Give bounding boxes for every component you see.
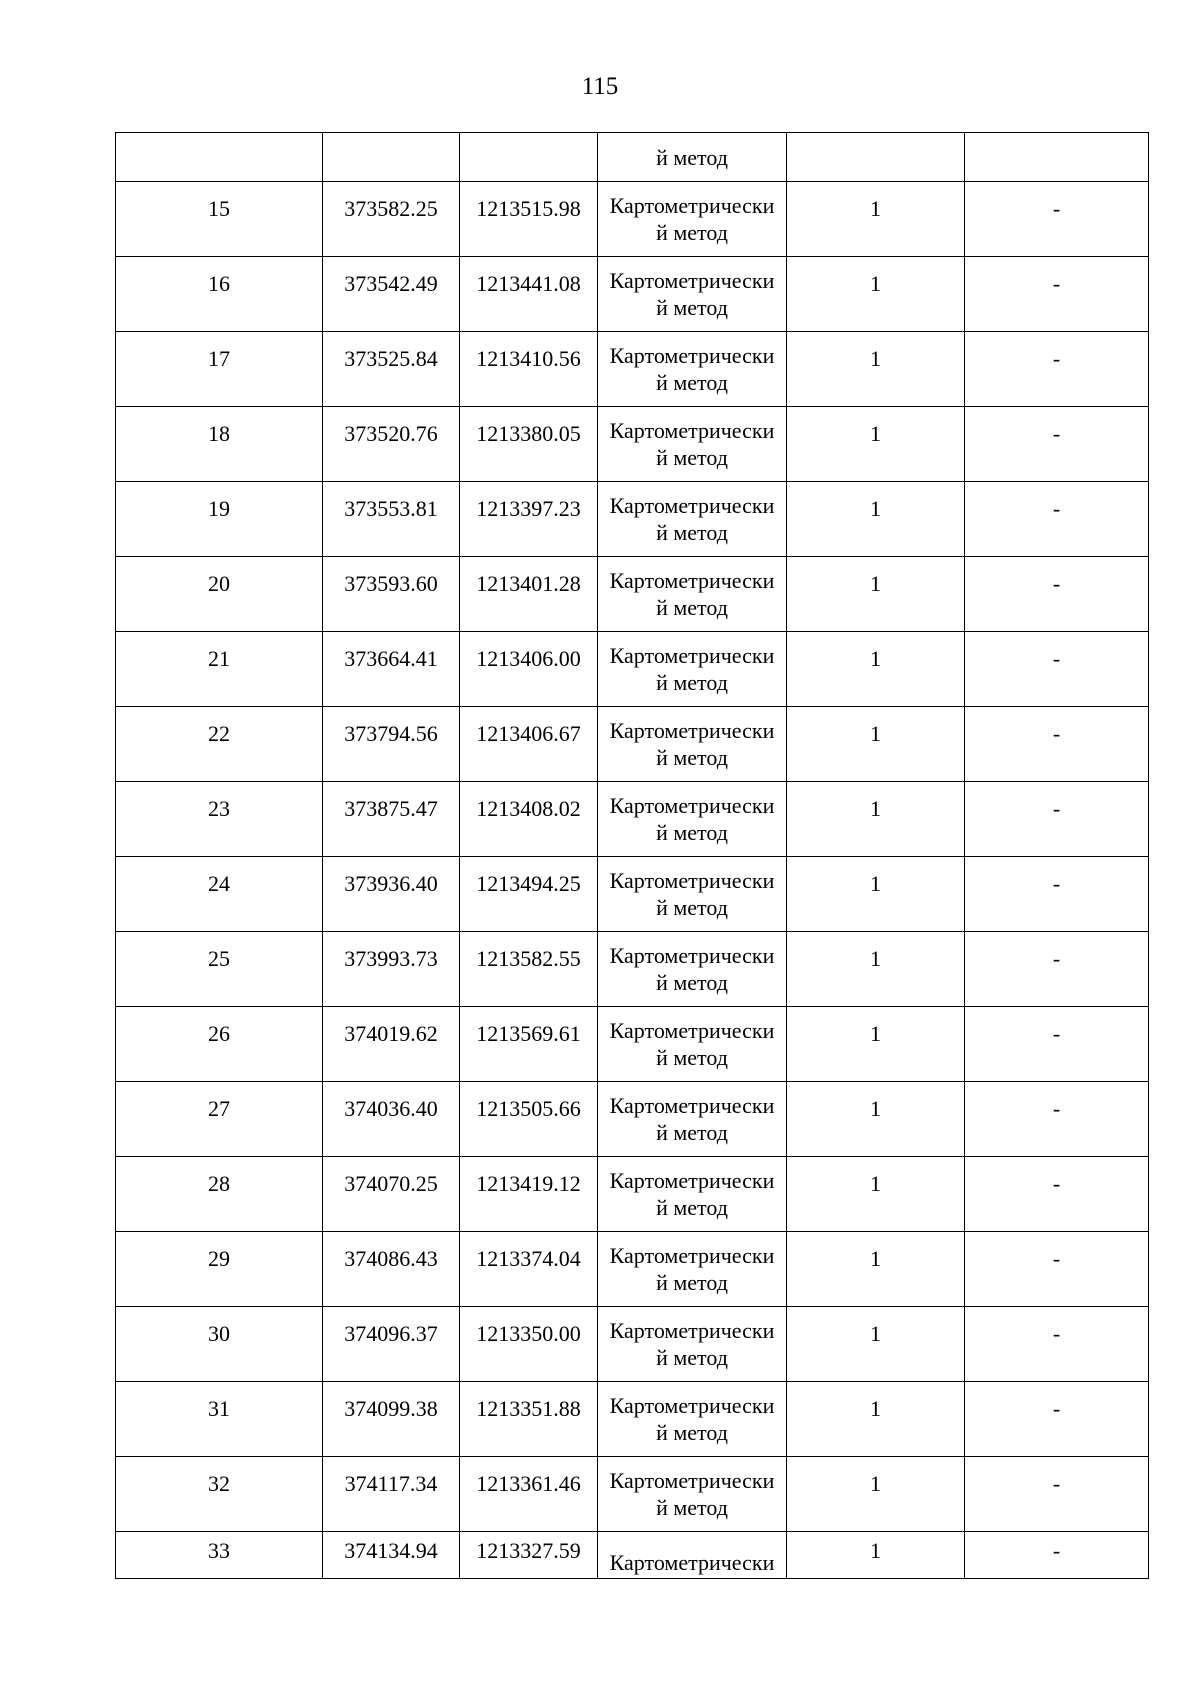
accuracy-text: 1 <box>870 945 881 971</box>
num-text: 15 <box>208 195 230 221</box>
method-text: Картометрически й метод <box>609 1168 775 1220</box>
cell-x <box>323 257 460 332</box>
note-text: - <box>1052 1537 1061 1563</box>
cell-y <box>460 1532 598 1579</box>
table-row <box>116 407 1149 482</box>
note-text: - <box>1052 645 1061 671</box>
num-text: 24 <box>208 870 230 896</box>
table-row <box>116 707 1149 782</box>
cell-num <box>116 1307 323 1382</box>
x-text: 374096.37 <box>344 1320 438 1346</box>
accuracy-text: 1 <box>870 570 881 596</box>
cell-note <box>965 1007 1149 1082</box>
table-row <box>116 557 1149 632</box>
cell-method <box>598 707 787 782</box>
y-text: 1213582.55 <box>476 945 581 971</box>
cell-method <box>598 133 787 182</box>
cell-note <box>965 257 1149 332</box>
method-text: Картометрически й метод <box>609 268 775 320</box>
cell-y <box>460 332 598 407</box>
accuracy-text: 1 <box>870 795 881 821</box>
num-text: 17 <box>208 345 230 371</box>
cell-x <box>323 1382 460 1457</box>
cell-accuracy <box>787 1157 965 1232</box>
note-text: - <box>1052 1170 1061 1196</box>
accuracy-text: 1 <box>870 420 881 446</box>
num-text: 21 <box>208 645 230 671</box>
cell-method <box>598 1157 787 1232</box>
x-text: 374070.25 <box>344 1170 438 1196</box>
method-text: Картометрически й метод <box>609 1318 775 1370</box>
cell-note <box>965 1157 1149 1232</box>
cell-num <box>116 932 323 1007</box>
accuracy-text: 1 <box>870 720 881 746</box>
cell-y <box>460 707 598 782</box>
y-text: 1213350.00 <box>476 1320 581 1346</box>
cell-num <box>116 1157 323 1232</box>
cell-num <box>116 1457 323 1532</box>
cell-note <box>965 782 1149 857</box>
cell-y <box>460 1232 598 1307</box>
y-text: 1213406.00 <box>476 645 581 671</box>
cell-method <box>598 407 787 482</box>
note-text: - <box>1052 795 1061 821</box>
cell-method <box>598 257 787 332</box>
x-text: 373525.84 <box>344 345 438 371</box>
method-text: Картометрически й метод <box>609 568 775 620</box>
table-row <box>116 1382 1149 1457</box>
accuracy-text: 1 <box>870 870 881 896</box>
cell-method <box>598 1232 787 1307</box>
note-text: - <box>1052 420 1061 446</box>
num-text: 20 <box>208 570 230 596</box>
table-row <box>116 1457 1149 1532</box>
method-text: Картометрически й метод <box>609 1093 775 1145</box>
cell-note <box>965 1082 1149 1157</box>
cell-accuracy <box>787 857 965 932</box>
cell-x <box>323 133 460 182</box>
num-text: 18 <box>208 420 230 446</box>
cell-x <box>323 1457 460 1532</box>
table-row <box>116 1007 1149 1082</box>
y-text: 1213374.04 <box>476 1245 581 1271</box>
cell-y <box>460 182 598 257</box>
num-text: 16 <box>208 270 230 296</box>
note-text: - <box>1052 495 1061 521</box>
y-text: 1213380.05 <box>476 420 581 446</box>
x-text: 373875.47 <box>344 795 438 821</box>
num-text: 31 <box>208 1395 230 1421</box>
cell-num <box>116 1007 323 1082</box>
x-text: 374086.43 <box>344 1245 438 1271</box>
note-text: - <box>1052 1095 1061 1121</box>
cell-method <box>598 557 787 632</box>
cell-y <box>460 407 598 482</box>
cell-accuracy <box>787 932 965 1007</box>
accuracy-text: 1 <box>870 1170 881 1196</box>
x-text: 373664.41 <box>344 645 438 671</box>
x-text: 373582.25 <box>344 195 438 221</box>
cell-note <box>965 557 1149 632</box>
note-text: - <box>1052 1320 1061 1346</box>
y-text: 1213401.28 <box>476 570 581 596</box>
method-text: Картометрически й метод <box>609 1468 775 1520</box>
method-text: Картометрически й метод <box>609 868 775 920</box>
cell-method <box>598 782 787 857</box>
x-text: 373553.81 <box>344 495 438 521</box>
cell-x <box>323 182 460 257</box>
cell-x <box>323 1232 460 1307</box>
accuracy-text: 1 <box>870 495 881 521</box>
cell-note <box>965 332 1149 407</box>
y-text: 1213351.88 <box>476 1395 581 1421</box>
table-row <box>116 1082 1149 1157</box>
note-text: - <box>1052 570 1061 596</box>
table-row <box>116 782 1149 857</box>
cell-x <box>323 782 460 857</box>
cell-accuracy <box>787 257 965 332</box>
cell-accuracy <box>787 1232 965 1307</box>
cell-note <box>965 1457 1149 1532</box>
method-text: Картометрически <box>609 1549 775 1575</box>
cell-method <box>598 1457 787 1532</box>
cell-y <box>460 1007 598 1082</box>
method-text: Картометрически й метод <box>609 1243 775 1295</box>
accuracy-text: 1 <box>870 345 881 371</box>
cell-method <box>598 1307 787 1382</box>
y-text: 1213397.23 <box>476 495 581 521</box>
cell-method <box>598 932 787 1007</box>
coordinates-table <box>115 132 1149 1579</box>
cell-note <box>965 1382 1149 1457</box>
y-text: 1213505.66 <box>476 1095 581 1121</box>
table-row <box>116 182 1149 257</box>
method-text: Картометрически й метод <box>609 793 775 845</box>
cell-note <box>965 133 1149 182</box>
cell-x <box>323 632 460 707</box>
accuracy-text: 1 <box>870 1020 881 1046</box>
y-text: 1213406.67 <box>476 720 581 746</box>
cell-num <box>116 857 323 932</box>
num-text: 23 <box>208 795 230 821</box>
note-text: - <box>1052 1470 1061 1496</box>
method-text: Картометрически й метод <box>609 493 775 545</box>
y-text: 1213361.46 <box>476 1470 581 1496</box>
x-text: 373936.40 <box>344 870 438 896</box>
cell-x <box>323 1157 460 1232</box>
num-text: 29 <box>208 1245 230 1271</box>
accuracy-text: 1 <box>870 645 881 671</box>
cell-y <box>460 1307 598 1382</box>
x-text: 374117.34 <box>344 1470 438 1496</box>
method-text: Картометрически й метод <box>609 643 775 695</box>
cell-accuracy <box>787 332 965 407</box>
accuracy-text: 1 <box>870 1395 881 1421</box>
cell-note <box>965 857 1149 932</box>
cell-method <box>598 1532 787 1579</box>
x-text: 374099.38 <box>344 1395 438 1421</box>
cell-accuracy <box>787 1307 965 1382</box>
cell-num <box>116 482 323 557</box>
y-text: 1213327.59 <box>476 1537 581 1563</box>
method-text: Картометрически й метод <box>609 1393 775 1445</box>
method-text: Картометрически й метод <box>609 1018 775 1070</box>
cell-y <box>460 632 598 707</box>
cell-accuracy <box>787 1532 965 1579</box>
note-text: - <box>1052 270 1061 296</box>
note-text: - <box>1052 1020 1061 1046</box>
method-text: Картометрически й метод <box>609 718 775 770</box>
cell-accuracy <box>787 182 965 257</box>
cell-y <box>460 1382 598 1457</box>
cell-method <box>598 1382 787 1457</box>
cell-accuracy <box>787 1082 965 1157</box>
table-row <box>116 1232 1149 1307</box>
accuracy-text: 1 <box>870 270 881 296</box>
cell-y <box>460 1157 598 1232</box>
cell-num <box>116 707 323 782</box>
x-text: 373542.49 <box>344 270 438 296</box>
table-row <box>116 1532 1149 1579</box>
x-text: 374134.94 <box>344 1537 438 1563</box>
cell-x <box>323 1082 460 1157</box>
method-text: Картометрически й метод <box>609 193 775 245</box>
table-row <box>116 332 1149 407</box>
y-text: 1213494.25 <box>476 870 581 896</box>
accuracy-text: 1 <box>870 1245 881 1271</box>
cell-num <box>116 1232 323 1307</box>
table-body <box>116 133 1149 1579</box>
cell-method <box>598 1007 787 1082</box>
cell-num <box>116 257 323 332</box>
method-text: Картометрически й метод <box>609 343 775 395</box>
cell-note <box>965 182 1149 257</box>
cell-num <box>116 632 323 707</box>
note-text: - <box>1052 945 1061 971</box>
x-text: 373593.60 <box>344 570 438 596</box>
table-row <box>116 482 1149 557</box>
num-text: 32 <box>208 1470 230 1496</box>
cell-x <box>323 1532 460 1579</box>
cell-y <box>460 782 598 857</box>
y-text: 1213569.61 <box>476 1020 581 1046</box>
y-text: 1213408.02 <box>476 795 581 821</box>
cell-y <box>460 1457 598 1532</box>
cell-accuracy <box>787 1382 965 1457</box>
num-text: 27 <box>208 1095 230 1121</box>
y-text: 1213515.98 <box>476 195 581 221</box>
cell-y <box>460 857 598 932</box>
cell-y <box>460 133 598 182</box>
cell-y <box>460 1082 598 1157</box>
cell-note <box>965 1232 1149 1307</box>
cell-num <box>116 782 323 857</box>
cell-x <box>323 332 460 407</box>
cell-method <box>598 632 787 707</box>
cell-accuracy <box>787 1007 965 1082</box>
cell-note <box>965 1307 1149 1382</box>
x-text: 373993.73 <box>344 945 438 971</box>
cell-note <box>965 707 1149 782</box>
num-text: 26 <box>208 1020 230 1046</box>
x-text: 373794.56 <box>344 720 438 746</box>
page-number: 115 <box>581 73 619 100</box>
accuracy-text: 1 <box>870 1095 881 1121</box>
accuracy-text: 1 <box>870 1470 881 1496</box>
cell-num <box>116 1082 323 1157</box>
cell-y <box>460 932 598 1007</box>
cell-num <box>116 133 323 182</box>
x-text: 373520.76 <box>344 420 438 446</box>
num-text: 25 <box>208 945 230 971</box>
note-text: - <box>1052 195 1061 221</box>
num-text: 33 <box>208 1537 230 1563</box>
cell-note <box>965 407 1149 482</box>
cell-num <box>116 332 323 407</box>
cell-accuracy <box>787 407 965 482</box>
table-row <box>116 932 1149 1007</box>
cell-accuracy <box>787 782 965 857</box>
cell-note <box>965 482 1149 557</box>
method-text: Картометрически й метод <box>609 943 775 995</box>
note-text: - <box>1052 720 1061 746</box>
table-row <box>116 1157 1149 1232</box>
cell-method <box>598 332 787 407</box>
cell-x <box>323 1307 460 1382</box>
cell-x <box>323 857 460 932</box>
cell-x <box>323 482 460 557</box>
y-text: 1213410.56 <box>476 345 581 371</box>
x-text: 374036.40 <box>344 1095 438 1121</box>
table-row <box>116 857 1149 932</box>
num-text: 28 <box>208 1170 230 1196</box>
cell-num <box>116 557 323 632</box>
note-text: - <box>1052 1245 1061 1271</box>
cell-accuracy <box>787 133 965 182</box>
accuracy-text: 1 <box>870 1320 881 1346</box>
accuracy-text: 1 <box>870 1537 881 1563</box>
cell-num <box>116 182 323 257</box>
cell-accuracy <box>787 1457 965 1532</box>
cell-note <box>965 632 1149 707</box>
cell-note <box>965 1532 1149 1579</box>
x-text: 374019.62 <box>344 1020 438 1046</box>
cell-y <box>460 482 598 557</box>
cell-x <box>323 707 460 782</box>
method-text: й метод <box>656 144 728 170</box>
table-row <box>116 257 1149 332</box>
cell-method <box>598 482 787 557</box>
table-row-continuation <box>116 133 1149 182</box>
cell-num <box>116 1532 323 1579</box>
cell-accuracy <box>787 482 965 557</box>
accuracy-text: 1 <box>870 195 881 221</box>
table-row <box>116 1307 1149 1382</box>
num-text: 30 <box>208 1320 230 1346</box>
cell-x <box>323 557 460 632</box>
cell-note <box>965 932 1149 1007</box>
table-row <box>116 632 1149 707</box>
cell-num <box>116 1382 323 1457</box>
note-text: - <box>1052 1395 1061 1421</box>
cell-method <box>598 1082 787 1157</box>
cell-y <box>460 557 598 632</box>
cell-method <box>598 857 787 932</box>
cell-y <box>460 257 598 332</box>
y-text: 1213441.08 <box>476 270 581 296</box>
cell-x <box>323 1007 460 1082</box>
num-text: 22 <box>208 720 230 746</box>
method-text: Картометрически й метод <box>609 418 775 470</box>
cell-accuracy <box>787 707 965 782</box>
cell-accuracy <box>787 632 965 707</box>
y-text: 1213419.12 <box>476 1170 581 1196</box>
num-text: 19 <box>208 495 230 521</box>
cell-num <box>116 407 323 482</box>
cell-x <box>323 932 460 1007</box>
cell-accuracy <box>787 557 965 632</box>
note-text: - <box>1052 345 1061 371</box>
note-text: - <box>1052 870 1061 896</box>
cell-method <box>598 182 787 257</box>
cell-x <box>323 407 460 482</box>
